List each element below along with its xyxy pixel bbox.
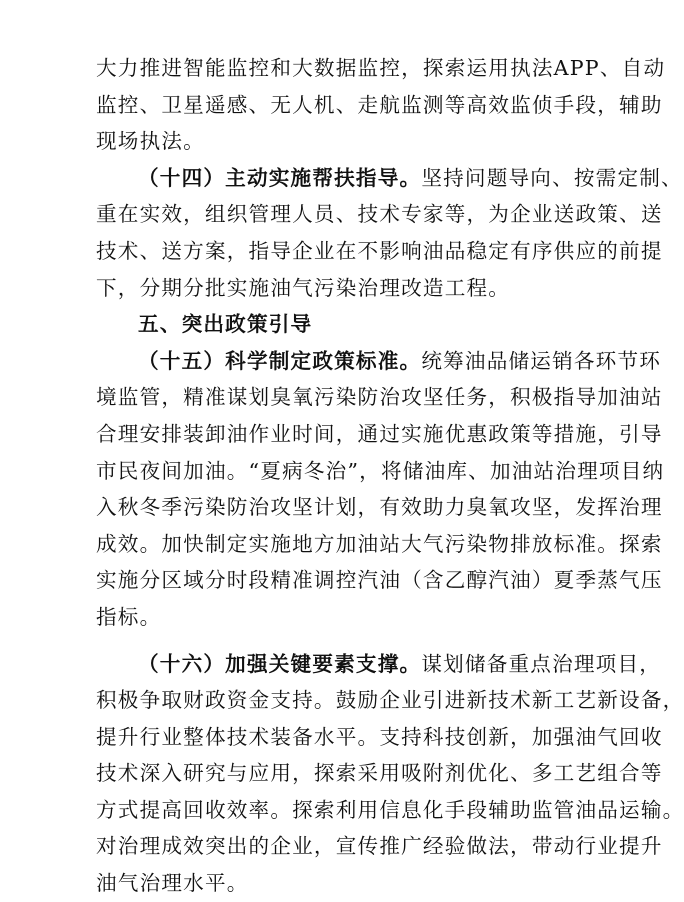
text-segment: 坚持问题导向、按需定制、: [421, 165, 683, 190]
text-line: 油气治理水平。: [96, 871, 249, 896]
text-segment: 统筹油品储运销各环节环: [421, 348, 662, 373]
text-line: 监控、卫星遥感、无人机、走航监测等高效监侦手段，辅助: [96, 92, 663, 117]
paragraph-title: （十六）加强关键要素支撑。: [138, 651, 422, 676]
text-line: 方式提高回收效率。探索利用信息化手段辅助监管油品运输。: [96, 797, 684, 822]
text-line: 实施分区域分时段精准调控汽油（含乙醇汽油）夏季蒸气压: [96, 568, 663, 593]
paragraph-title: （十四）主动实施帮扶指导。: [138, 165, 422, 190]
paragraph-first-line: [96, 343, 662, 380]
text-line: 大力推进智能监控和大数据监控，探索运用执法APP、自动: [96, 56, 666, 80]
text-line: 下，分期分批实施油气污染治理改造工程。: [96, 275, 511, 300]
paragraph-16: [96, 646, 684, 902]
paragraph-spacer: [96, 636, 600, 646]
text-line: 重在实效，组织管理人员、技术专家等，为企业送政策、送: [96, 202, 663, 227]
text-line: 入秋冬季污染防治攻坚计划，有效助力臭氧攻坚，发挥治理: [96, 495, 663, 520]
text-segment: 谋划储备重点治理项目，: [421, 651, 662, 676]
text-line: 积极争取财政资金支持。鼓励企业引进新技术新工艺新设备，: [96, 688, 684, 713]
text-line: 技术、送方案，指导企业在不影响油品稳定有序供应的前提: [96, 238, 663, 263]
text-line: 技术深入研究与应用，探索采用吸附剂优化、多工艺组合等: [96, 761, 663, 786]
text-line: 市民夜间加油。“夏病冬治”，将储油库、加油站治理项目纳: [96, 458, 665, 483]
paragraph-14: [96, 160, 683, 306]
text-line: 成效。加快制定实施地方加油站大气污染物排放标准。探索: [96, 531, 663, 556]
paragraph-13-tail: [96, 50, 666, 160]
paragraph-title: （十五）科学制定政策标准。: [138, 348, 422, 373]
paragraph-first-line: [96, 646, 662, 683]
paragraph-first-line: [96, 160, 683, 197]
text-line: 现场执法。: [96, 129, 205, 154]
paragraph-15: [96, 343, 665, 636]
text-line: 提升行业整体技术装备水平。支持科技创新，加强油气回收: [96, 724, 663, 749]
text-line: 境监管，精准谋划臭氧污染防治攻坚任务，积极指导加油站: [96, 385, 663, 410]
section-heading: 五、突出政策引导: [138, 312, 313, 337]
text-line: 合理安排装卸油作业时间，通过实施优惠政策等措施，引导: [96, 421, 663, 446]
document-page: [96, 50, 684, 902]
text-line: 指标。: [96, 604, 162, 629]
text-line: 对治理成效突出的企业，宣传推广经验做法，带动行业提升: [96, 834, 663, 859]
